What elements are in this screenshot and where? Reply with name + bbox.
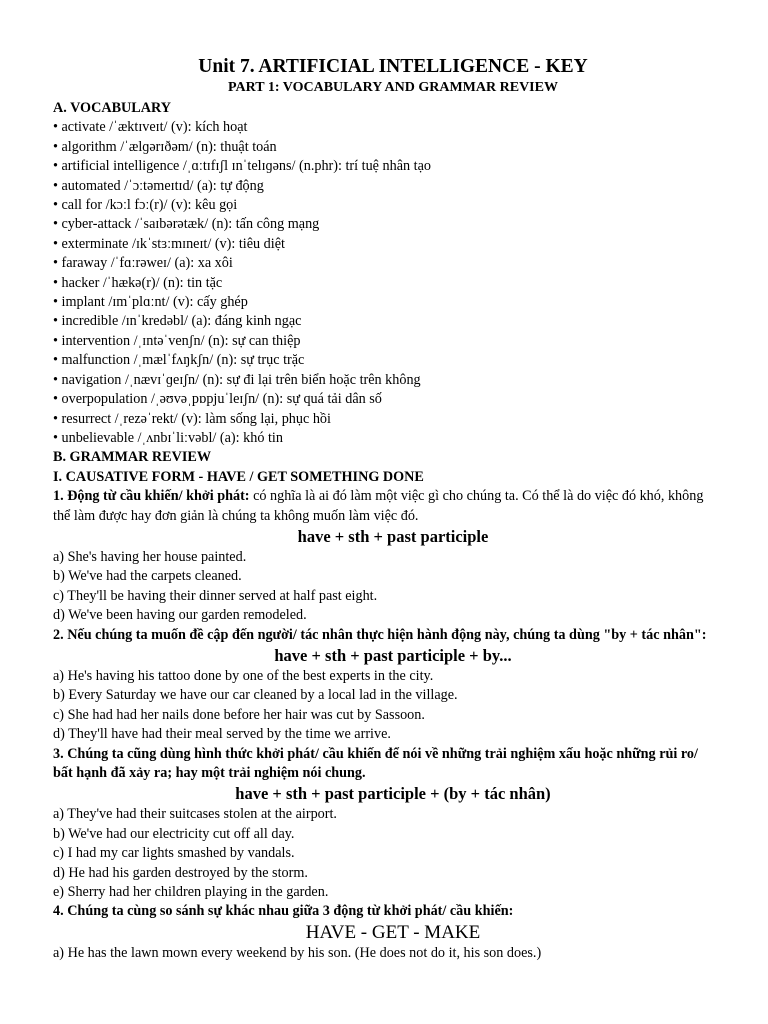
vocab-item: • artificial intelligence /ˌɑːtɪfɪʃl ɪnˈtelɪɡəns/ (n.phr): trí tuệ nhân tạo bbox=[53, 158, 431, 175]
example-item: a) He has the lawn mown every weekend by his son. (He does not do it, his son does.) bbox=[53, 944, 542, 961]
example-item: d) We've been having our garden remodeled. bbox=[53, 607, 307, 624]
example-item: a) They've had their suitcases stolen at the airport. bbox=[53, 806, 337, 823]
examples-list-4 bbox=[53, 944, 768, 963]
vocab-item: • exterminate /ɪkˈstɜːmɪneɪt/ (v): tiêu diệt bbox=[53, 235, 285, 252]
rule-paragraph-4: 4. Chúng ta cùng so sánh sự khác nhau giữa 3 động từ khởi phát/ cầu khiến: bbox=[53, 903, 514, 920]
vocab-item: • algorithm /ˈælɡərɪðəm/ (n): thuật toán bbox=[53, 138, 277, 155]
vocab-item: • resurrect /ˌrezəˈrekt/ (v): làm sống lại, phục hồi bbox=[53, 410, 331, 427]
rule-paragraph-2: 2. Nếu chúng ta muốn đề cập đến người/ tác nhân thực hiện hành động này, chúng ta dùng "by + tác nhân": bbox=[53, 626, 707, 643]
section-heading-grammar: B. GRAMMAR REVIEW bbox=[53, 449, 212, 466]
page-subtitle: PART 1: VOCABULARY AND GRAMMAR REVIEW bbox=[228, 80, 558, 95]
example-item: a) He's having his tattoo done by one of the best experts in the city. bbox=[53, 667, 434, 684]
vocab-item: • navigation /ˌnævɪˈɡeɪʃn/ (n): sự đi lại trên biển hoặc trên không bbox=[53, 371, 421, 388]
example-item: a) She's having her house painted. bbox=[53, 548, 247, 565]
example-item: e) Sherry had her children playing in the garden. bbox=[53, 884, 329, 901]
vocab-item: • unbelievable /ˌʌnbɪˈliːvəbl/ (a): khó tin bbox=[53, 429, 283, 446]
vocab-item: • malfunction /ˌmælˈfʌŋkʃn/ (n): sự trục trặc bbox=[53, 352, 305, 369]
rule-1-text: có nghĩa là ai đó làm một việc gì cho chúng ta. Có thể là do việc đó khó, không thể làm được hay đơn giản là chúng ta không muốn làm việc đó. bbox=[53, 488, 704, 524]
example-item: c) She had had her nails done before her hair was cut by Sassoon. bbox=[53, 706, 425, 723]
vocab-item: • cyber-attack /ˈsaɪbərətæk/ (n): tấn công mạng bbox=[53, 216, 320, 233]
section-heading-vocabulary: A. VOCABULARY bbox=[53, 100, 171, 116]
formula-2: have + sth + past participle + by... bbox=[274, 645, 512, 665]
examples-list-2 bbox=[53, 667, 768, 745]
vocab-item: • faraway /ˈfɑːrəweɪ/ (a): xa xôi bbox=[53, 255, 233, 272]
example-item: c) They'll be having their dinner served at half past eight. bbox=[53, 587, 378, 604]
example-item: b) We've had the carpets cleaned. bbox=[53, 568, 242, 585]
example-item: b) We've had our electricity cut off all day. bbox=[53, 825, 295, 842]
subsection-heading-causative: I. CAUSATIVE FORM - HAVE / GET SOMETHING DONE bbox=[53, 468, 424, 485]
formula-1: have + sth + past participle bbox=[297, 526, 489, 546]
examples-list-3 bbox=[53, 805, 768, 902]
vocab-item: • implant /ɪmˈplɑːnt/ (v): cấy ghép bbox=[53, 294, 248, 311]
rule-paragraph-1 bbox=[53, 487, 713, 526]
example-item: c) I had my car lights smashed by vandals. bbox=[53, 845, 295, 862]
vocab-item: • automated /ˈɔːtəmeɪtɪd/ (a): tự động bbox=[53, 177, 264, 194]
vocab-item: • hacker /ˈhækə(r)/ (n): tin tặc bbox=[53, 274, 223, 291]
example-item: d) They'll have had their meal served by the time we arrive. bbox=[53, 726, 391, 743]
vocab-item: • intervention /ˌɪntəˈvenʃn/ (n): sự can thiệp bbox=[53, 332, 301, 349]
examples-list-1 bbox=[53, 548, 768, 626]
vocab-item: • overpopulation /ˌəʊvəˌpɒpjuˈleɪʃn/ (n): sự quá tải dân số bbox=[53, 391, 382, 408]
rule-paragraph-3: 3. Chúng ta cũng dùng hình thức khởi phát/ cầu khiến để nói về những trải nghiệm xấu hoặc những rủi ro/ bất hạnh đã xảy ra; hay một trải nghiệm nói chung. bbox=[53, 745, 698, 781]
page-title: Unit 7. ARTIFICIAL INTELLIGENCE - KEY bbox=[198, 56, 588, 77]
vocabulary-list bbox=[53, 118, 768, 448]
vocab-item: • incredible /ɪnˈkredəbl/ (a): đáng kinh ngạc bbox=[53, 313, 302, 330]
formula-4: HAVE - GET - MAKE bbox=[305, 921, 481, 943]
example-item: d) He had his garden destroyed by the storm. bbox=[53, 864, 308, 881]
rule-1-heading: 1. Động từ cầu khiến/ khởi phát: bbox=[53, 488, 250, 505]
vocab-item: • activate /ˈæktɪveɪt/ (v): kích hoạt bbox=[53, 119, 248, 136]
formula-3: have + sth + past participle + (by + tác nhân) bbox=[235, 784, 551, 804]
example-item: b) Every Saturday we have our car cleaned by a local lad in the village. bbox=[53, 687, 458, 704]
vocab-item: • call for /kɔːl fɔː(r)/ (v): kêu gọi bbox=[53, 197, 238, 214]
